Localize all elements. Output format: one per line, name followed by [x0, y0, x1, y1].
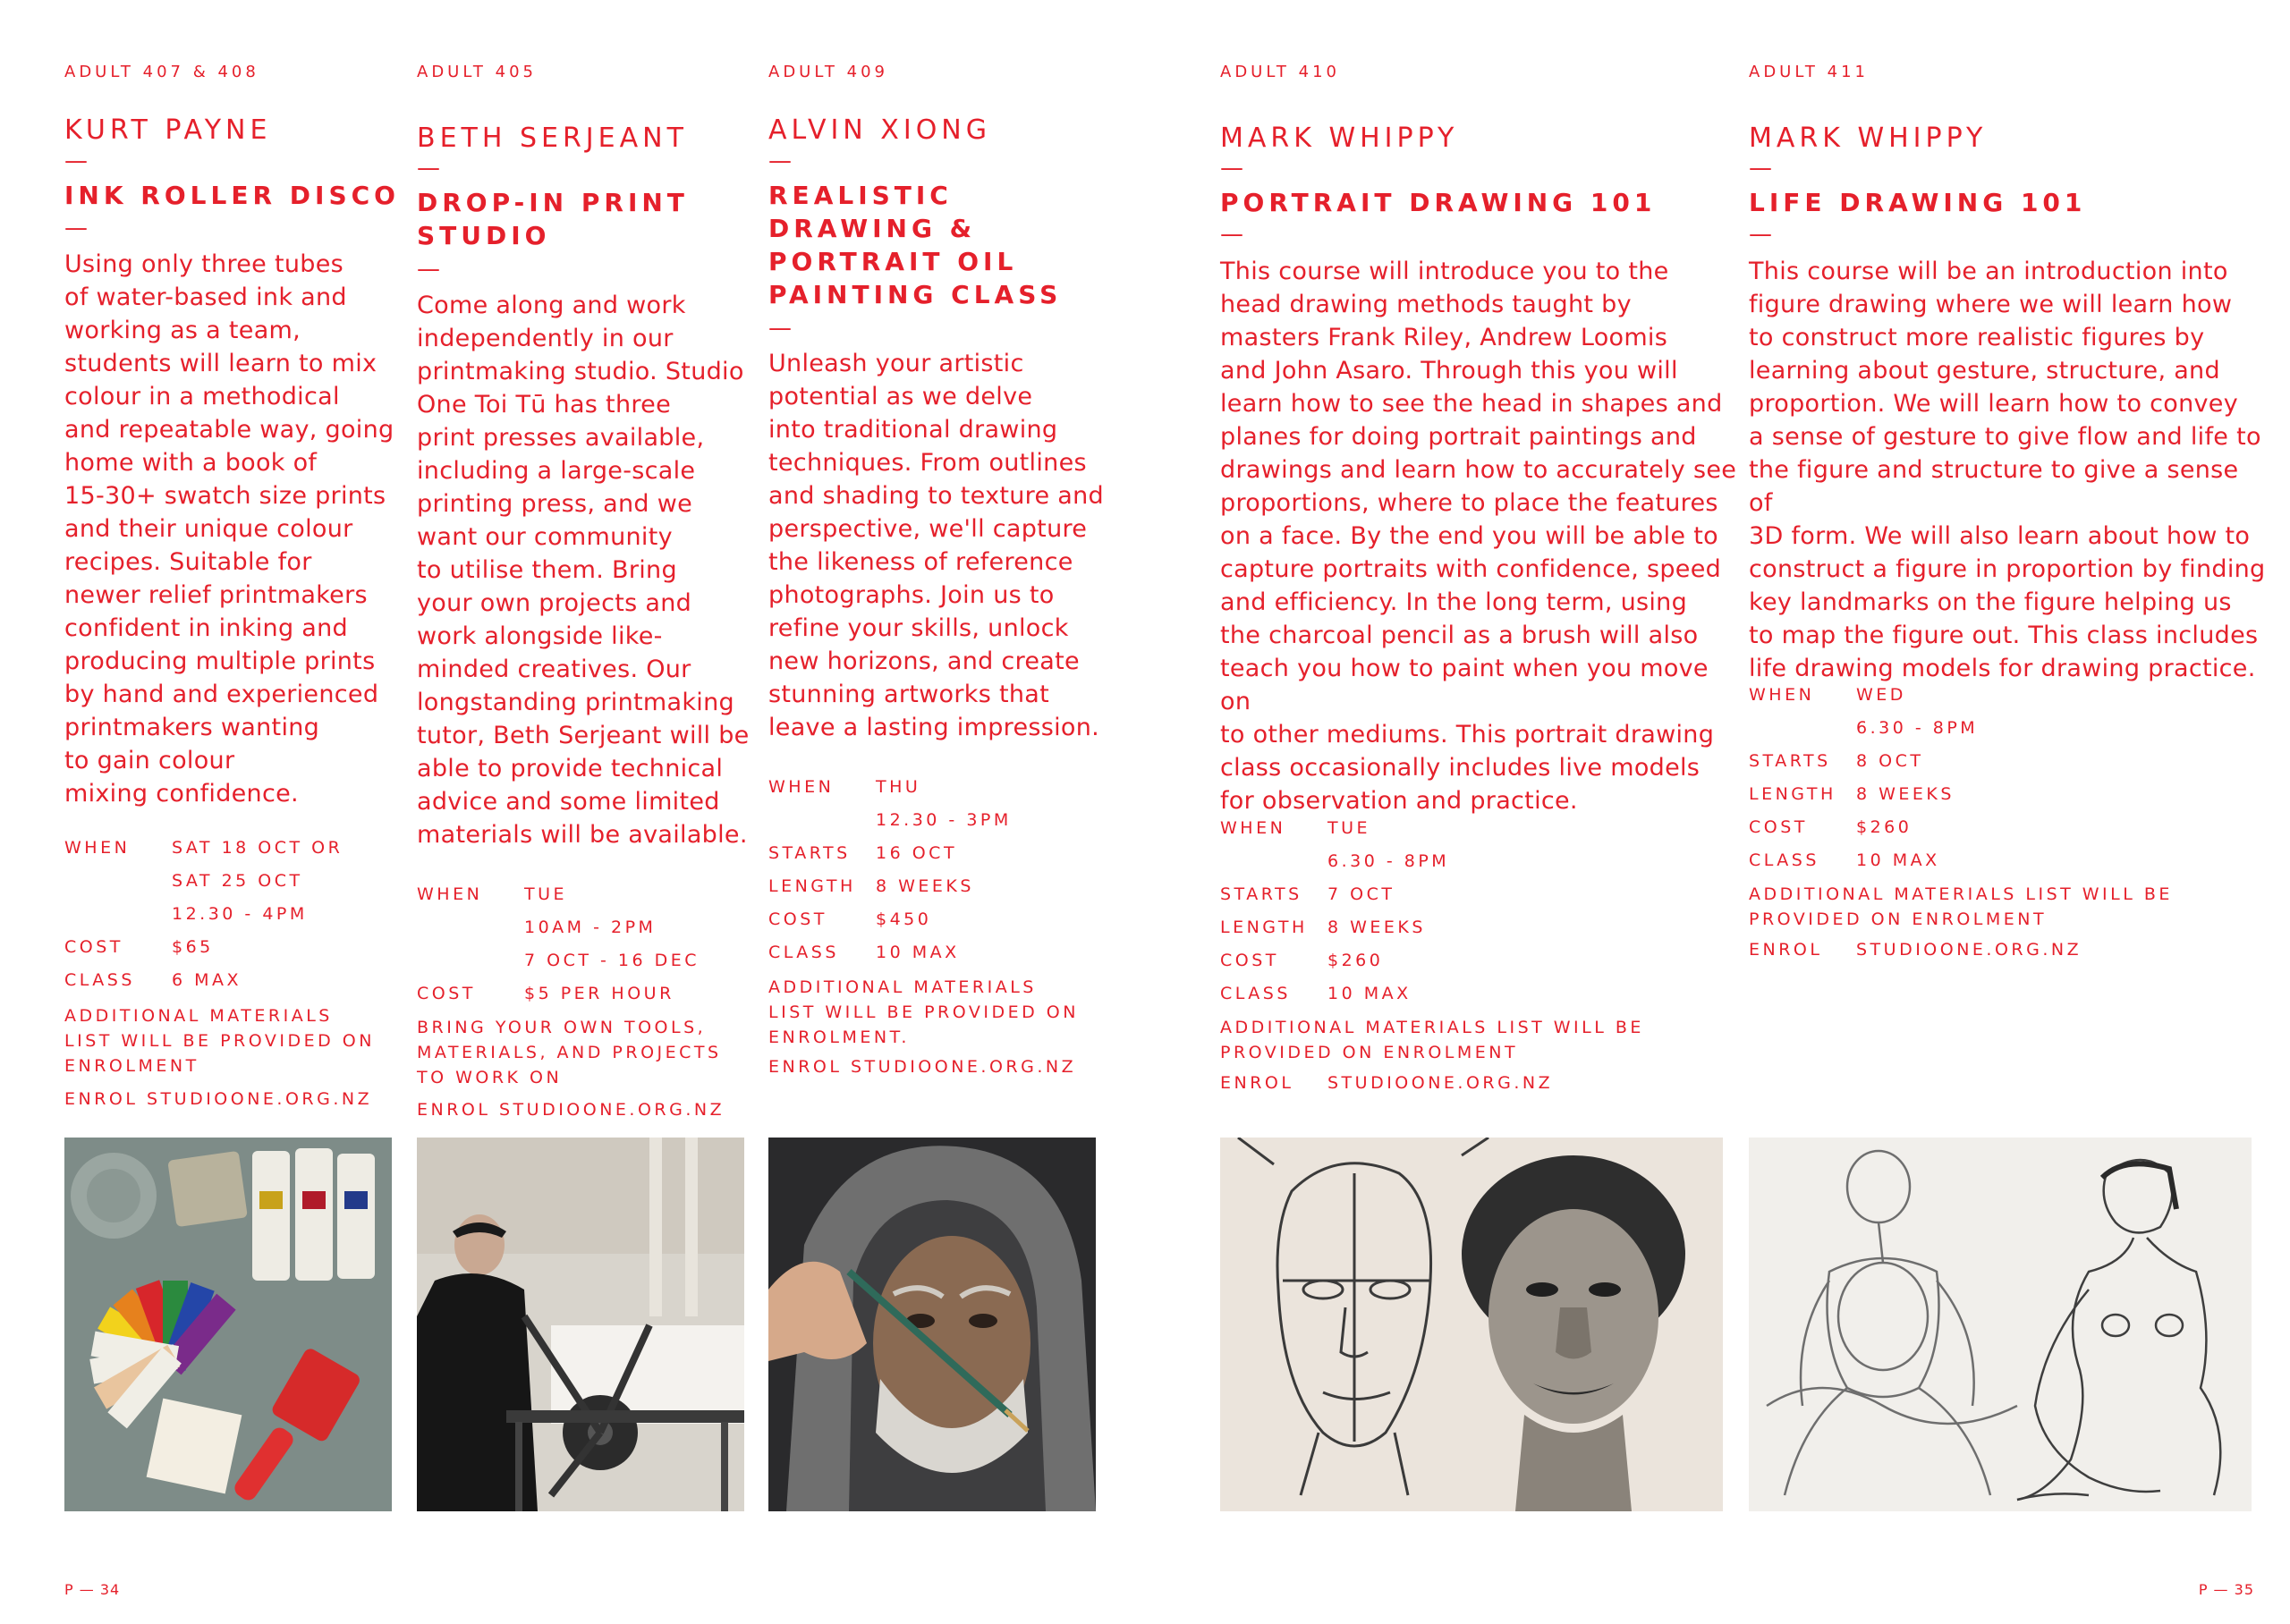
course-title: REALISTIC DRAWING & PORTRAIT OIL PAINTING CLASS: [768, 181, 1063, 309]
info-label: WHEN: [417, 884, 483, 904]
separator: —: [417, 256, 440, 283]
info-value: 10 MAX: [1327, 984, 1412, 1003]
enrol-label: ENROL: [1220, 1073, 1294, 1093]
course-description: This course will introduce you to the head drawing methods taught by masters Frank Riley, Andrew Loomis and John Asaro. Through this you will learn how to see the head in shapes and planes for doing portrait paintings and drawings and learn how to accurately see proportions, where to place the features on a face. By the end you will be able to capture portraits with confidence, speed and efficiency. In the long term, using the charcoal pencil as a brush will also teach you how to paint when you move on to other mediums. This portrait drawing class occasionally includes live models for observation and practice.: [1220, 258, 1737, 815]
info-value: WED: [1856, 685, 1906, 705]
info-label: STARTS: [768, 843, 851, 863]
info-label: LENGTH: [768, 876, 856, 896]
separator: —: [768, 315, 792, 342]
materials-note: BRING YOUR OWN TOOLS, MATERIALS, AND PROJECTS TO WORK ON: [417, 1018, 722, 1087]
enrol-link[interactable]: STUDIOONE.ORG.NZ: [1856, 940, 2082, 960]
portrait-sketch-photo: [1220, 1138, 1723, 1511]
course-title: INK ROLLER DISCO: [64, 181, 400, 210]
info-value: 12.30 - 4PM: [172, 904, 308, 924]
course-description: Unleash your artistic potential as we delve into traditional drawing techniques. From outlines and shading to texture and perspective, we'll capture the likeness of reference photographs. Join us to refine your skills, unlock new horizons, and create stunning artworks that leave a lasting impression.: [768, 350, 1104, 741]
info-value: 10 MAX: [1856, 850, 1940, 870]
separator: —: [64, 215, 88, 241]
info-label: LENGTH: [1749, 784, 1836, 804]
course-code: ADULT 409: [768, 63, 888, 81]
materials-note: ADDITIONAL MATERIALS LIST WILL BE PROVIDED ON ENROLMENT: [64, 1006, 375, 1076]
info-label: [1220, 845, 1327, 878]
enrol-link[interactable]: ENROL STUDIOONE.ORG.NZ: [64, 1089, 373, 1109]
info-label: CLASS: [64, 970, 135, 990]
course-title: LIFE DRAWING 101: [1749, 188, 2087, 217]
info-label: COST: [1220, 951, 1279, 970]
page-number-left: P — 34: [64, 1581, 121, 1598]
tutor-name: ALVIN XIONG: [768, 114, 991, 146]
info-label: [768, 804, 876, 837]
info-label: [64, 898, 172, 931]
course-code: ADULT 410: [1220, 63, 1340, 81]
enrol-link[interactable]: STUDIOONE.ORG.NZ: [1327, 1073, 1554, 1093]
separator: —: [1749, 155, 1772, 182]
info-label: COST: [64, 937, 123, 957]
page-number-right: P — 35: [2198, 1581, 2254, 1598]
course-code: ADULT 411: [1749, 63, 1869, 81]
separator: —: [1220, 221, 1243, 248]
info-label: [417, 911, 524, 944]
enrol-link[interactable]: ENROL STUDIOONE.ORG.NZ: [417, 1100, 725, 1120]
course-title: DROP-IN PRINT STUDIO: [417, 188, 689, 250]
info-label: WHEN: [1220, 818, 1286, 838]
course-description: Using only three tubes of water-based ink and working as a team, students will learn to mix colour in a methodical and repeatable way, going home with a book of 15-30+ swatch size prints and their unique colour recipes. Suitable for newer relief printmakers confident in inking and producing multiple prints by hand and experienced printmakers wanting to gain colour mixing confidence.: [64, 250, 394, 808]
info-label: [417, 944, 524, 977]
info-value: $5 PER HOUR: [524, 984, 674, 1003]
info-label: COST: [768, 909, 827, 929]
info-value: 10 MAX: [876, 943, 960, 962]
info-value: 10AM - 2PM: [524, 918, 657, 937]
separator: —: [1220, 155, 1243, 182]
info-value: TUE: [1327, 818, 1371, 838]
info-value: $450: [876, 909, 932, 929]
tutor-name: MARK WHIPPY: [1749, 123, 1988, 154]
info-value: 8 OCT: [1856, 751, 1924, 771]
materials-note: ADDITIONAL MATERIALS LIST WILL BE PROVIDED ON ENROLMENT: [1220, 1018, 1644, 1062]
figure-sketch-photo: [1749, 1138, 2252, 1511]
tutor-name: MARK WHIPPY: [1220, 123, 1459, 154]
course-info: [64, 832, 404, 997]
course-description: This course will be an introduction into figure drawing where we will learn how to construct more realistic figures by learning about gesture, structure, and proportion. We will learn how to convey a sense of gesture to give flow and life to the figure and structure to give a sense of 3D form. We will also learn about how to construct a figure in proportion by finding key landmarks on the figure helping us to map the figure out. This class includes life drawing models for drawing practice.: [1749, 258, 2266, 682]
info-label: STARTS: [1220, 884, 1302, 904]
info-value: 8 WEEKS: [1327, 918, 1426, 937]
course-info: [417, 878, 757, 1011]
materials-note: ADDITIONAL MATERIALS LIST WILL BE PROVIDED ON ENROLMENT: [1749, 884, 2173, 929]
info-label: STARTS: [1749, 751, 1831, 771]
info-value: 8 WEEKS: [1856, 784, 1955, 804]
info-label: WHEN: [768, 777, 835, 797]
course-code: ADULT 407 & 408: [64, 63, 259, 81]
course-description: Come along and work independently in our printmaking studio. Studio One Toi Tū has three print presses available, including a large-scale printing press, and we want our community to utilise them. Bring your own projects and work alongside like- minded creatives. Our longstanding printmaking tutor, Beth Serjeant will be able to provide technical advice and some limited materials will be available.: [417, 292, 750, 849]
course-info: [1220, 812, 1667, 1011]
info-value: 6 MAX: [172, 970, 242, 990]
info-label: CLASS: [768, 943, 839, 962]
info-value: SAT 25 OCT: [172, 871, 303, 891]
course-info: [768, 771, 1108, 969]
info-label: COST: [417, 984, 476, 1003]
info-value: 16 OCT: [876, 843, 958, 863]
info-value: 12.30 - 3PM: [876, 810, 1012, 830]
info-value: $260: [1327, 951, 1384, 970]
info-label: LENGTH: [1220, 918, 1308, 937]
info-value: 8 WEEKS: [876, 876, 974, 896]
enrol-link[interactable]: ENROL STUDIOONE.ORG.NZ: [768, 1057, 1077, 1077]
separator: —: [417, 155, 440, 182]
info-label: CLASS: [1220, 984, 1291, 1003]
tutor-name: KURT PAYNE: [64, 114, 272, 146]
enrol-label: ENROL: [1749, 940, 1823, 960]
info-value: THU: [876, 777, 921, 797]
info-value: $260: [1856, 817, 1913, 837]
enrol-row: [1220, 1067, 1667, 1100]
info-value: 6.30 - 8PM: [1327, 851, 1450, 871]
separator: —: [64, 148, 88, 174]
separator: —: [768, 148, 792, 174]
info-label: CLASS: [1749, 850, 1819, 870]
print-press-photo: [417, 1138, 744, 1511]
info-value: 7 OCT: [1327, 884, 1395, 904]
course-code: ADULT 405: [417, 63, 537, 81]
separator: —: [1749, 221, 1772, 248]
oil-portrait-photo: [768, 1138, 1096, 1511]
info-label: [1749, 712, 1856, 745]
info-label: WHEN: [1749, 685, 1815, 705]
info-label: WHEN: [64, 838, 131, 858]
info-label: [64, 865, 172, 898]
info-value: SAT 18 OCT OR: [172, 838, 344, 858]
info-value: 7 OCT - 16 DEC: [524, 951, 700, 970]
info-label: COST: [1749, 817, 1808, 837]
materials-note: ADDITIONAL MATERIALS LIST WILL BE PROVIDED ON ENROLMENT.: [768, 977, 1079, 1047]
info-value: 6.30 - 8PM: [1856, 718, 1979, 738]
course-title: PORTRAIT DRAWING 101: [1220, 188, 1657, 217]
enrol-row: [1749, 934, 2196, 967]
info-value: $65: [172, 937, 214, 957]
tutor-name: BETH SERJEANT: [417, 123, 688, 154]
ink-roller-supplies-photo: [64, 1138, 392, 1511]
info-value: TUE: [524, 884, 568, 904]
course-info: [1749, 679, 2196, 877]
